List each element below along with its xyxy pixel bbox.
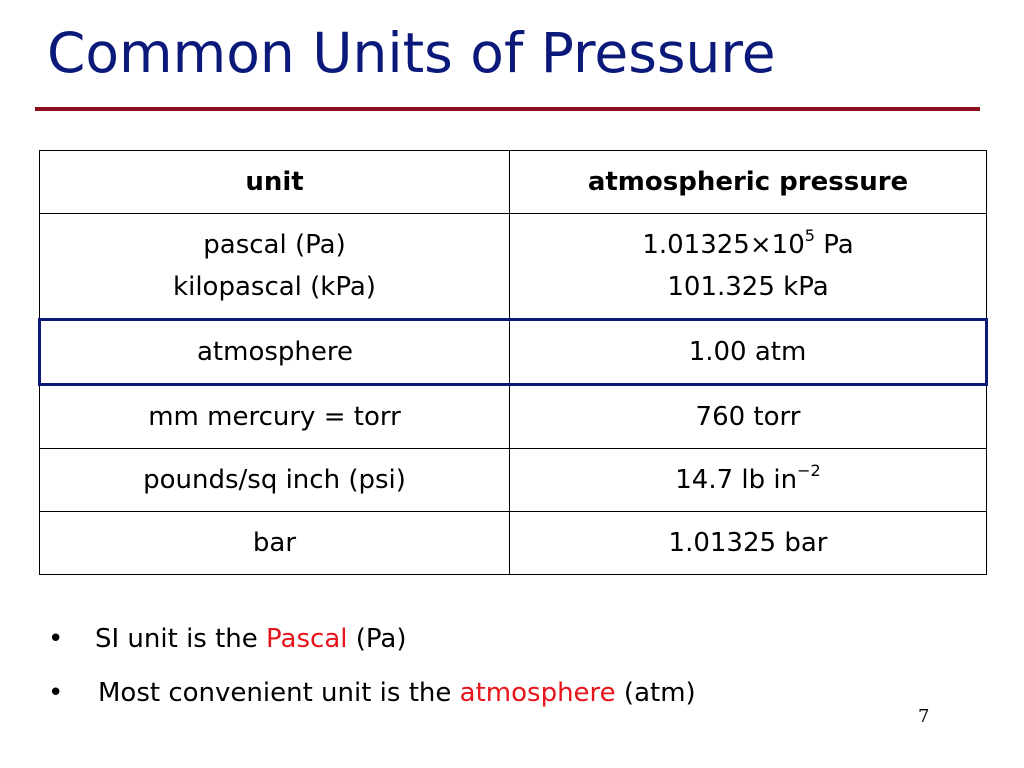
title-divider xyxy=(35,107,980,111)
value-pascal-ten: 10 xyxy=(771,230,805,260)
unit-bar: bar xyxy=(40,512,510,575)
value-psi xyxy=(510,449,987,512)
highlight-pascal: Pascal xyxy=(266,624,348,654)
bullet-text-after: (atm) xyxy=(615,678,696,708)
value-psi-base: 14.7 lb in xyxy=(675,465,798,495)
value-bar: 1.01325 bar xyxy=(510,512,987,575)
highlight-atmosphere: atmosphere xyxy=(459,678,616,708)
value-pascal-exponent: 5 xyxy=(804,226,815,246)
unit-cell xyxy=(40,214,510,320)
bullet-text-after: (Pa) xyxy=(347,624,407,654)
unit-torr: mm mercury = torr xyxy=(40,385,510,449)
table-row xyxy=(40,214,987,320)
value-kilopascal: 101.325 kPa xyxy=(667,272,829,302)
unit-atmosphere: atmosphere xyxy=(40,320,510,385)
page-number: 7 xyxy=(918,706,930,727)
bullet-dot-icon: • xyxy=(48,624,64,654)
header-unit: unit xyxy=(40,151,510,214)
bullet-text xyxy=(98,666,696,720)
bullet-text xyxy=(95,612,407,666)
slide-title: Common Units of Pressure xyxy=(47,21,776,85)
table-row xyxy=(40,385,987,449)
value-atmosphere: 1.00 atm xyxy=(510,320,987,385)
value-torr: 760 torr xyxy=(510,385,987,449)
value-pascal xyxy=(516,224,980,266)
unit-pascal: pascal (Pa) xyxy=(203,230,346,260)
bullet-dot-icon: • xyxy=(48,678,64,708)
table-row-highlighted xyxy=(40,320,987,385)
value-cell xyxy=(510,214,987,320)
table-row xyxy=(40,449,987,512)
table-header-row xyxy=(40,151,987,214)
table-row xyxy=(40,512,987,575)
unit-kilopascal: kilopascal (kPa) xyxy=(173,272,376,302)
value-pascal-base: 1.01325 xyxy=(642,230,750,260)
header-atmospheric-pressure: atmospheric pressure xyxy=(510,151,987,214)
pressure-units-table xyxy=(38,150,988,575)
times-sign: × xyxy=(749,230,772,260)
bullet-text-before: Most convenient unit is the xyxy=(98,678,460,708)
bullet-text-before: SI unit is the xyxy=(95,624,267,654)
value-pascal-unit: Pa xyxy=(814,230,854,260)
value-psi-exponent: −2 xyxy=(797,461,821,481)
unit-psi: pounds/sq inch (psi) xyxy=(40,449,510,512)
